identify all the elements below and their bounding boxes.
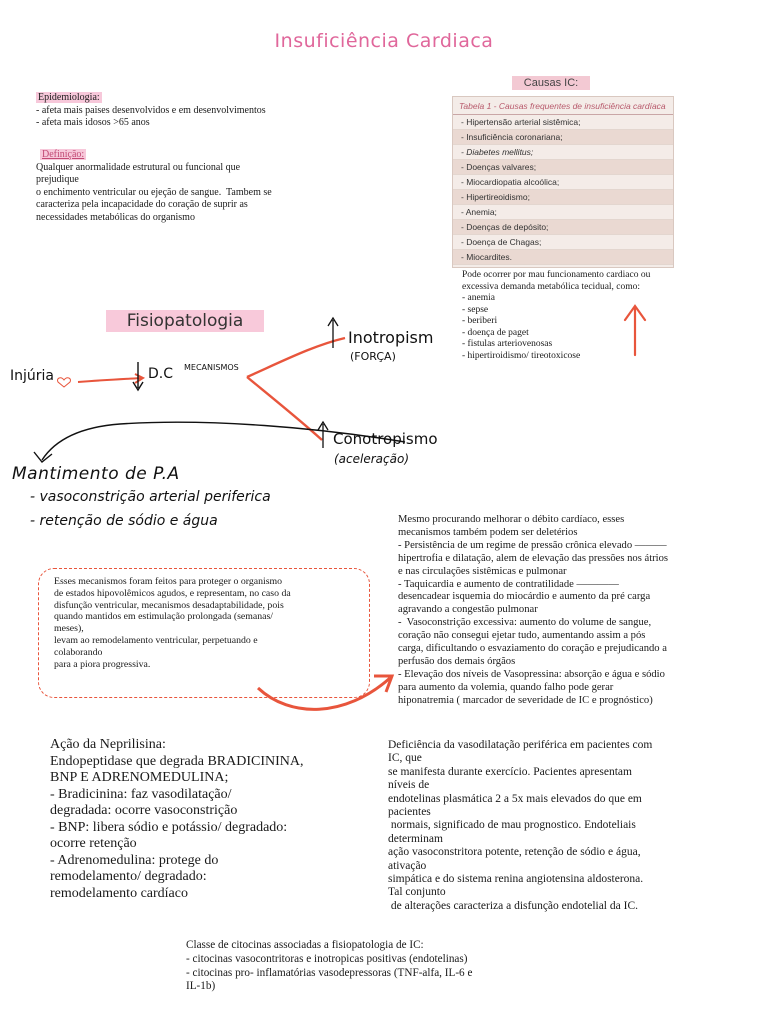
epidemiologia-line: - afeta mais paises desenvolvidos e em desenvolvimentos [36, 104, 266, 116]
page-title: Insuficiência Cardiaca [274, 30, 494, 52]
pode-ocorrer-line: - hipertiroidismo/ tireotoxicose [462, 350, 581, 361]
deleterios-line: e nas circulações sistêmicas e pulmonar [398, 565, 567, 577]
neprilisina-line: - Adrenomedulina: protege do [50, 852, 219, 868]
citocinas-section [186, 939, 606, 994]
pode-ocorrer-line: Pode ocorrer por mau funcionamento cardiaco ou [462, 270, 651, 280]
pode-ocorrer-line: - anemia [462, 293, 495, 303]
inotropism-label: Inotropism [348, 328, 434, 347]
causas-row: - Hipertensão arterial sistêmica; [453, 115, 673, 130]
vasodilatacao-line: simpática e do sistema renina angiotensina aldosterona. [388, 873, 644, 886]
deleterios-line: carga, dificultando o esvaziamento do coração e prejudicando a [398, 643, 667, 655]
definicao-line: necessidades metabólicas do organismo [36, 211, 195, 223]
deleterios-line: agravando a congestão pulmonar [398, 604, 538, 616]
causas-table-image [452, 96, 674, 268]
neprilisina-line: BNP E ADRENOMEDULINA; [50, 770, 229, 785]
mecanismos-label: MECANISMOS [184, 363, 239, 372]
pode-ocorrer-line: - sepse [462, 304, 489, 315]
mecanismos-line: quando mantidos em estimulação prolongada (semanas/ [54, 611, 274, 623]
mecanismos-line: levam ao remodelamento ventricular, perpetuando e [54, 634, 258, 646]
deleterios-line: hipertrofia e dilatação, alem de elevação das pressões nos átrios [398, 552, 669, 564]
deleterios-line: coração não consegui ejetar tudo, aumentando assim a pós [398, 630, 646, 642]
neprilisina-line: remodelamento/ degradado: [50, 869, 207, 884]
dc-label: D.C [148, 366, 174, 382]
red-up-arrow [620, 300, 650, 360]
deleterios-line: hiponatremia ( marcador de severidade de IC e prognóstico) [398, 694, 653, 706]
causas-row: - Hipertireoidismo; [453, 190, 673, 205]
neprilisina-line: - Bradicinina: faz vasodilatação/ [50, 786, 232, 802]
neprilisina-line: degradada: ocorre vasoconstrição [50, 803, 238, 818]
pode-ocorrer-section [462, 270, 722, 362]
vasodilatacao-line: endotelinas plasmática 2 a 5x mais elevados do que em [388, 792, 642, 805]
definicao-section [36, 149, 356, 224]
citocinas-line: IL-1b) [186, 980, 216, 993]
causas-table-caption: Tabela 1 - Causas frequentes de insuficiência cardíaca [453, 97, 673, 115]
citocinas-line: Classe de citocinas associadas a fisiopatologia de IC: [186, 939, 424, 951]
deleterios-line: Mesmo procurando melhorar o débito cardíaco, esses [398, 514, 625, 525]
red-curved-arrow [250, 660, 400, 720]
up-arrow [318, 422, 328, 448]
mecanismos-line: meses), [54, 623, 84, 635]
citocinas-line: - citocinas pro- inflamatórias vasodepressoras (TNF-alfa, IL-6 e [186, 966, 473, 979]
deleterios-section [398, 514, 763, 708]
red-branch-down [247, 377, 322, 440]
epidemiologia-label: Epidemiologia: [38, 92, 100, 103]
forca-label: (FORÇA) [350, 350, 396, 363]
mecanismos-line: colaborando [54, 646, 103, 658]
vasodilatacao-line: pacientes [388, 806, 431, 819]
vasodilatacao-line: IC, que [388, 752, 422, 765]
pode-ocorrer-line: - beriberi [462, 316, 498, 326]
vasoconstricao-label: - vasoconstrição arterial periferica [30, 489, 271, 505]
causas-row: - Doenças de depósito; [453, 220, 673, 235]
vasodilatacao-line: de alterações caracteriza a disfunção endotelial da IC. [388, 899, 638, 912]
mecanismos-line: Esses mecanismos foram feitos para proteger o organismo [54, 576, 283, 587]
vasodilatacao-line: ativação [388, 859, 427, 872]
deleterios-line: mecanismos também podem ser deletérios [398, 526, 578, 538]
vasodilatacao-line: Deficiência da vasodilatação periférica em pacientes com [388, 739, 653, 751]
causas-row: - Insuficiência coronariana; [453, 130, 673, 145]
mecanismos-line: disfunção ventricular, mecanismos desadaptabilidade, pois [54, 599, 284, 611]
causas-row: - Diabetes mellitus; [453, 145, 673, 160]
causas-row: - Anemia; [453, 205, 673, 220]
pode-ocorrer-line: - doença de paget [462, 327, 529, 338]
pode-ocorrer-line: - fistulas arteriovenosas [462, 339, 553, 349]
deleterios-line: para aumento da volemia, quando falho pode gerar [398, 681, 614, 693]
deleterios-line: - Persistência de um regime de pressão crônica elevado ——— [398, 539, 667, 551]
vasodilatacao-line: ação vasoconstritora potente, retenção de sódio e água, [388, 846, 641, 859]
neprilisina-line: remodelamento cardíaco [50, 885, 188, 901]
red-right-arrow [78, 378, 142, 382]
neprilisina-line: Endopeptidase que degrada BRADICININA, [50, 753, 304, 769]
deleterios-line: perfusão dos demais órgãos [398, 655, 516, 667]
mecanismos-line: de estados hipovolêmicos agudos, e representam, no caso da [54, 587, 291, 599]
definicao-line: prejudique [36, 174, 79, 185]
vasodilatacao-line: se manifesta durante exercício. Pacientes apresentam [388, 765, 632, 778]
neprilisina-line: ocorre retenção [50, 836, 137, 851]
pode-ocorrer-line: excessiva demanda metabólica tecidual, como: [462, 281, 641, 292]
vasodilatacao-line: Tal conjunto [388, 886, 446, 899]
deleterios-line: - Taquicardia e aumento de contratilidade ———— [398, 578, 619, 590]
citocinas-line: - citocinas vasocontritoras e inotropicas positivas (endotelinas) [186, 952, 468, 965]
conotropismo-label: Conotropismo [333, 430, 438, 448]
neprilisina-line: - BNP: libera sódio e potássio/ degradado: [50, 819, 288, 835]
deleterios-line: - Vasoconstrição excessiva: aumento do volume de sangue, [398, 617, 652, 629]
deleterios-line: desencadear isquemia do miocárdio e aumento da pré carga [398, 591, 651, 603]
causas-row: - Miocardites. [453, 250, 673, 265]
neprilisina-line: Ação da Neprilisina: [50, 737, 166, 752]
injuria-label: Injúria [10, 368, 54, 384]
definicao-line: o enchimento ventricular ou ejeção de sangue. Tambem se [36, 186, 272, 198]
vasodilatacao-line: normais, significado de mau prognostico. Endoteliais [388, 819, 636, 832]
definicao-label: Definição: [42, 149, 85, 160]
causas-row: - Doenças valvares; [453, 160, 673, 175]
epidemiologia-line: - afeta mais idosos >65 anos [36, 117, 150, 128]
causas-row: - Miocardiopatia alcoólica; [453, 175, 673, 190]
definicao-line: Qualquer anormalidade estrutural ou funcional que [36, 161, 241, 173]
mecanismos-note [54, 576, 364, 670]
deleterios-line: - Elevação dos níveis de Vasopressina: absorção e água e sódio [398, 668, 665, 680]
vasodilatacao-line: níveis de [388, 779, 430, 792]
epidemiologia-section [36, 92, 356, 130]
neprilisina-section [50, 737, 380, 902]
retencao-label: - retenção de sódio e água [30, 513, 218, 529]
fisiopatologia-label: Fisiopatologia [106, 310, 264, 332]
vasodilatacao-section [388, 739, 758, 913]
heart-icon [58, 378, 71, 387]
mecanismos-line: para a piora progressiva. [54, 658, 151, 670]
red-branch-up [247, 338, 345, 377]
aceleracao-label: (aceleração) [334, 452, 409, 466]
definicao-line: caracteriza pela incapacidade do coração de suprir as [36, 199, 248, 210]
mantimento-label: Mantimento de P.A [12, 464, 180, 484]
down-arrow [133, 362, 143, 390]
causas-label: Causas IC: [512, 76, 590, 90]
vasodilatacao-line: determinam [388, 832, 443, 845]
causas-row: - Doença de Chagas; [453, 235, 673, 250]
